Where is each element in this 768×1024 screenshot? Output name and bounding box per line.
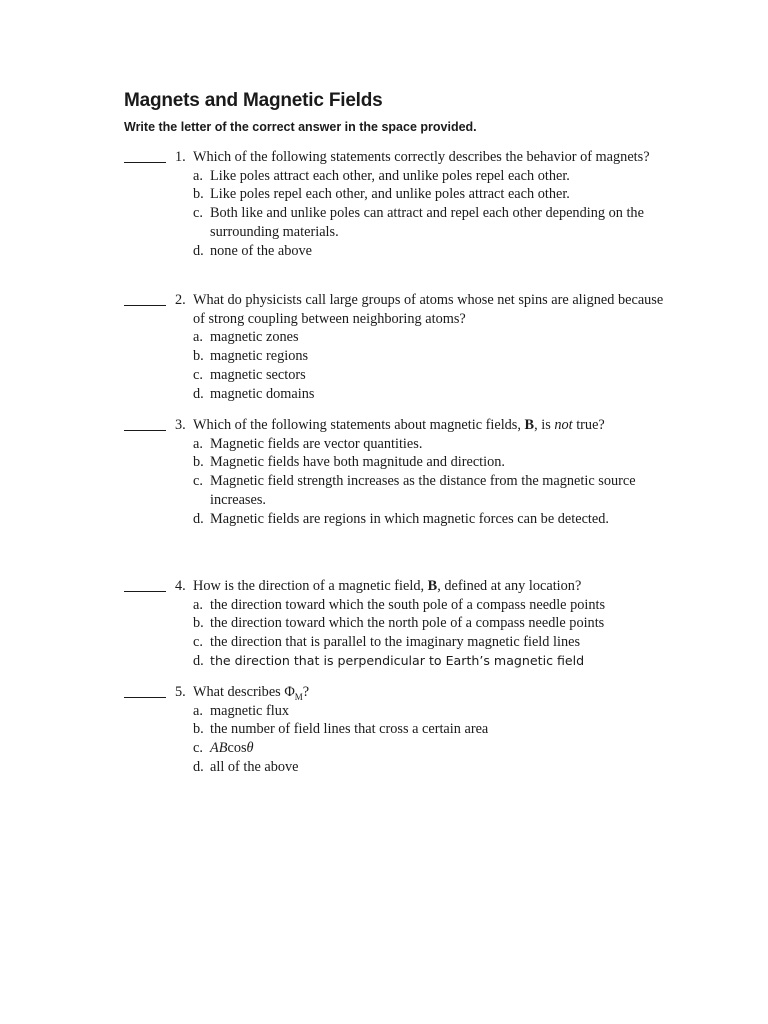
- question-5: [124, 683, 664, 777]
- choice-a: a. magnetic zones: [193, 329, 299, 346]
- emphasis-not: not: [554, 417, 573, 433]
- choice-c: c. magnetic sectors: [193, 366, 306, 383]
- question-text: What describes $\Phi_M$?: [193, 684, 310, 702]
- question-number: 1.: [175, 149, 186, 165]
- choice-d: d. all of the above: [193, 758, 299, 775]
- choice-b: b. Magnetic fields have both magnitude and direction.: [193, 454, 505, 471]
- question-2: [124, 291, 664, 403]
- choice-a: a. the direction toward which the south pole of a compass needle points: [193, 596, 606, 613]
- choice-b: b. the direction toward which the north pole of a compass needle points: [193, 615, 605, 632]
- choice-c: c. Magnetic field strength increases as the distance from the magnetic source increases.: [193, 473, 636, 508]
- instructions: Write the letter of the correct answer in the space provided.: [124, 120, 477, 134]
- choice-list: [124, 702, 664, 777]
- choice-c: c. Both like and unlike poles can attract and repel each other depending on the surrounding materials.: [193, 205, 644, 240]
- choice-list: [124, 596, 664, 671]
- theta-symbol: θ: [246, 740, 254, 757]
- choice-a: a. Magnetic fields are vector quantities.: [193, 435, 423, 452]
- question-number: 4.: [175, 578, 186, 594]
- question-text: What do physicists call large groups of atoms whose net spins are aligned because of strong coupling between neighboring atoms?: [193, 292, 664, 327]
- question-4: [124, 577, 664, 671]
- question-number: 5.: [175, 684, 186, 700]
- question-text: Which of the following statements about magnetic fields, B, is not true?: [193, 417, 605, 433]
- choice-b: b. magnetic regions: [193, 348, 309, 365]
- choice-d: d. Magnetic fields are regions in which magnetic forces can be detected.: [193, 510, 609, 527]
- choice-d: d. the direction that is perpendicular to Earth’s magnetic field: [193, 652, 585, 669]
- question-text: Which of the following statements correctly describes the behavior of magnets?: [193, 149, 650, 165]
- field-symbol-b: B: [524, 417, 535, 433]
- choice-c: c. ABcosθ: [193, 740, 254, 757]
- choice-c: c. the direction that is parallel to the imaginary magnetic field lines: [193, 634, 581, 651]
- page-title: Magnets and Magnetic Fields: [124, 90, 383, 111]
- question-3: [124, 416, 664, 528]
- choice-list: [124, 435, 664, 529]
- flux-subscript: M: [294, 691, 303, 702]
- question-number: 2.: [175, 292, 186, 308]
- field-symbol-b: B: [427, 578, 438, 594]
- question-text: How is the direction of a magnetic field, B, defined at any location?: [193, 578, 582, 594]
- choice-a: a. magnetic flux: [193, 702, 290, 719]
- question-1: [124, 148, 664, 260]
- choice-d: d. magnetic domains: [193, 385, 315, 402]
- choice-list: [124, 328, 664, 403]
- choice-a: a. Like poles attract each other, and unlike poles repel each other.: [193, 167, 570, 184]
- choice-b: b. Like poles repel each other, and unlike poles attract each other.: [193, 186, 570, 203]
- flux-symbol: Φ: [284, 684, 295, 700]
- choice-b: b. the number of field lines that cross a certain area: [193, 721, 489, 738]
- question-number: 3.: [175, 417, 186, 433]
- choice-list: [124, 167, 664, 261]
- choice-d: d. none of the above: [193, 242, 313, 259]
